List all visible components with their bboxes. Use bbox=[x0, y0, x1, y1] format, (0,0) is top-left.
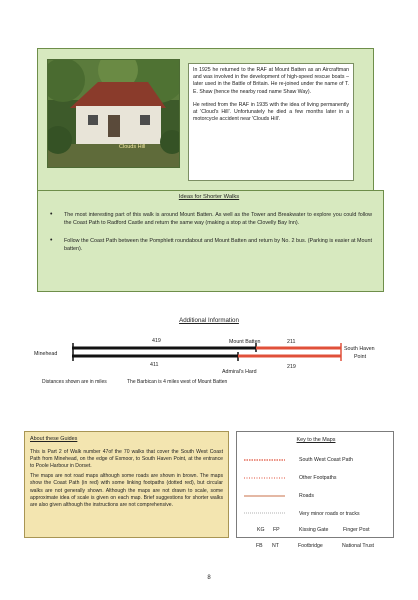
key-other-footpaths: Other Footpaths bbox=[299, 475, 337, 481]
key-kissing-gate: Kissing Gate bbox=[299, 527, 329, 533]
about-guides-paragraph-2: The maps are not road maps although some roads are shown in brown. The maps show the Coast Path (in red) with some linking footpaths (dotted red), but circular walks are not generally shown. Although the maps are not drawn to scale, some approximate idea of scale is given on each map. Brief suggestions for shorter walks are also given although the instructions are not comprehensive. bbox=[30, 473, 223, 508]
about-guides-paragraph-1: This is Part 2 of Walk number 47of the 70 walks that cover the South West Coast Path from Minehead, on the edge of Exmoor, to South Haven Point, at the entrance to Poole Harbour in Dorset. bbox=[30, 449, 223, 470]
about-guides-heading: About these Guides bbox=[30, 436, 78, 442]
label-south-haven: South Haven bbox=[344, 346, 375, 352]
label-south-haven-point: Point bbox=[354, 354, 367, 360]
key-line-samples bbox=[237, 432, 395, 539]
about-guides-panel bbox=[24, 431, 229, 538]
note-barbican: The Barbican is 4 miles west of Mount Batten bbox=[127, 379, 228, 385]
photo-caption: Clouds Hill bbox=[119, 144, 146, 150]
additional-info-title: Additional Information bbox=[179, 317, 239, 324]
map-key-title: Key to the Maps bbox=[296, 437, 336, 443]
key-minor-roads: Very minor roads or tracks bbox=[299, 511, 360, 517]
key-nt: NT bbox=[272, 543, 279, 549]
ideas-item: • Follow the Coast Path between the Pomphlett roundabout and Mount Batten and return by No. 2 bus. (Parking is easier at Mount batten). bbox=[42, 237, 372, 253]
label-mount-batten: Mount Batten bbox=[229, 339, 261, 345]
map-key-panel bbox=[236, 431, 394, 538]
key-finger-post: Finger Post bbox=[343, 527, 370, 533]
key-kg: KG bbox=[257, 527, 265, 533]
key-coast-path: South West Coast Path bbox=[299, 457, 353, 463]
bio-paragraph-2: He retired from the RAF in 1935 with the idea of living permanently at 'Cloud's Hill'. Unfortunately he died a few months later in a motorcycle accident near 'Clouds Hill'. bbox=[193, 101, 349, 123]
distance-bottom-left: 411 bbox=[150, 362, 159, 368]
note-miles: Distances shown are in miles bbox=[42, 379, 107, 385]
key-fb: FB bbox=[256, 543, 263, 549]
distance-top-left: 419 bbox=[152, 338, 161, 344]
label-minehead: Minehead bbox=[34, 351, 58, 357]
key-roads: Roads bbox=[299, 493, 314, 499]
key-fp: FP bbox=[273, 527, 280, 533]
key-footbridge: Footbridge bbox=[298, 543, 323, 549]
distance-top-right: 211 bbox=[287, 339, 296, 345]
key-national-trust: National Trust bbox=[342, 543, 375, 549]
bio-paragraph-1: In 1925 he returned to the RAF at Mount Batten as an Aircraftman and was involved in the development of high-speed rescue boats – later used in the Battle of Britain. He re-joined under the name of T. E. Shaw (hence the nearby road name Shaw Way). bbox=[193, 67, 349, 95]
ideas-title: Ideas for Shorter Walks bbox=[178, 194, 240, 200]
page-number: 8 bbox=[207, 575, 211, 581]
label-admirals-hard: Admiral's Hard bbox=[222, 369, 257, 375]
distance-bottom-right: 219 bbox=[287, 364, 296, 370]
ideas-item: • The most interesting part of this walk is around Mount Batten. As well as the Tower and Breakwater to explore you could follow the Coast Path to Radford Castle and return the same way (making a stop at the Clovelly Bay Inn). bbox=[42, 211, 372, 227]
